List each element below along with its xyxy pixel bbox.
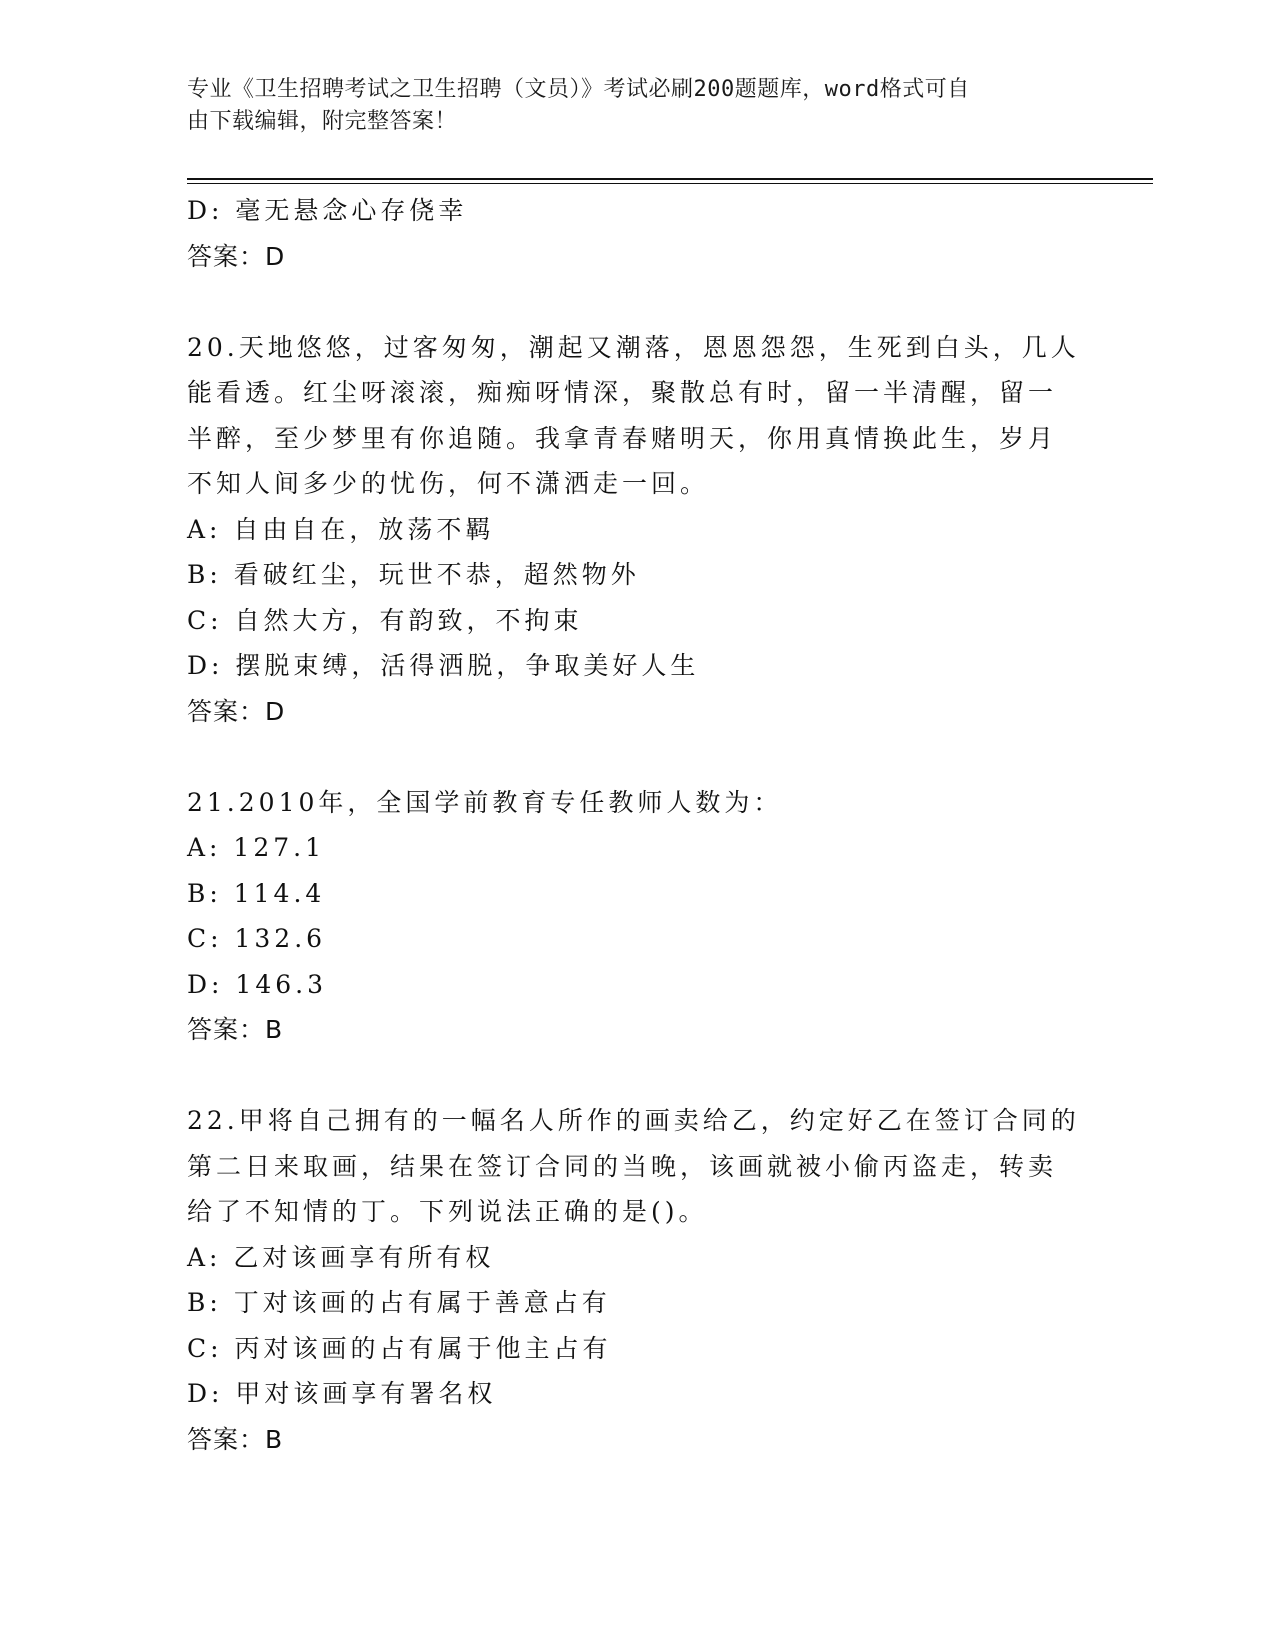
question-line: 能看透。红尘呀滚滚，痴痴呀情深，聚散总有时，留一半清醒，留一 — [187, 378, 1058, 407]
option-b: B: 丁对该画的占有属于善意占有 — [187, 1288, 611, 1317]
question-line: 20.天地悠悠，过客匆匆，潮起又潮落，恩恩怨怨，生死到白头，几人 — [187, 332, 1080, 362]
question-text — [187, 325, 1087, 507]
option-d: D: 146.3 — [187, 969, 327, 999]
option-d: D: 摆脱束缚，活得洒脱，争取美好人生 — [187, 651, 700, 680]
question-20 — [187, 325, 1087, 735]
option-a: A: 乙对该画享有所有权 — [187, 1242, 495, 1272]
option-b: B: 看破红尘，玩世不恭，超然物外 — [187, 560, 640, 589]
header-divider-thin — [187, 183, 1153, 184]
question-line: 半醉，至少梦里有你追随。我拿青春赌明天，你用真情换此生，岁月 — [187, 423, 1058, 453]
question-22 — [187, 1098, 1087, 1462]
previous-question-tail — [187, 188, 1087, 279]
answer-line: 答案：D — [187, 241, 286, 271]
spacer — [187, 279, 1087, 325]
spacer — [187, 734, 1087, 780]
answer-line: 答案：B — [187, 1424, 284, 1454]
option-d: D: 甲对该画享有署名权 — [187, 1379, 497, 1408]
option-c: C: 132.6 — [187, 924, 327, 953]
spacer — [187, 1053, 1087, 1099]
question-21 — [187, 780, 1087, 1053]
option-a: A: 127.1 — [187, 833, 325, 862]
header-divider-thick — [187, 178, 1153, 180]
question-line: 22.甲将自己拥有的一幅名人所作的画卖给乙，约定好乙在签订合同的 — [187, 1106, 1080, 1135]
question-line: 21.2010年，全国学前教育专任教师人数为： — [187, 787, 783, 817]
option-d: D: 毫无悬念心存侥幸 — [187, 196, 468, 225]
option-c: C: 丙对该画的占有属于他主占有 — [187, 1333, 612, 1363]
question-content — [187, 188, 1087, 1462]
option-b: B: 114.4 — [187, 878, 326, 908]
header-line-1: 专业《卫生招聘考试之卫生招聘（文员）》考试必刷200题题库，word格式可自 — [187, 77, 970, 102]
option-c: C: 自然大方，有韵致，不拘束 — [187, 605, 583, 635]
question-line: 给了不知情的丁。下列说法正确的是()。 — [187, 1197, 708, 1226]
document-header — [187, 74, 1067, 138]
question-text — [187, 780, 1087, 826]
question-text — [187, 1098, 1087, 1235]
question-line: 不知人间多少的忧伤，何不潇洒走一回。 — [187, 469, 710, 498]
option-a: A: 自由自在，放荡不羁 — [187, 514, 495, 544]
question-line: 第二日来取画，结果在签订合同的当晚，该画就被小偷丙盗走，转卖 — [187, 1151, 1058, 1181]
answer-line: 答案：B — [187, 1015, 284, 1044]
answer-line: 答案：D — [187, 696, 286, 726]
header-line-2: 由下载编辑，附完整答案！ — [187, 109, 458, 134]
